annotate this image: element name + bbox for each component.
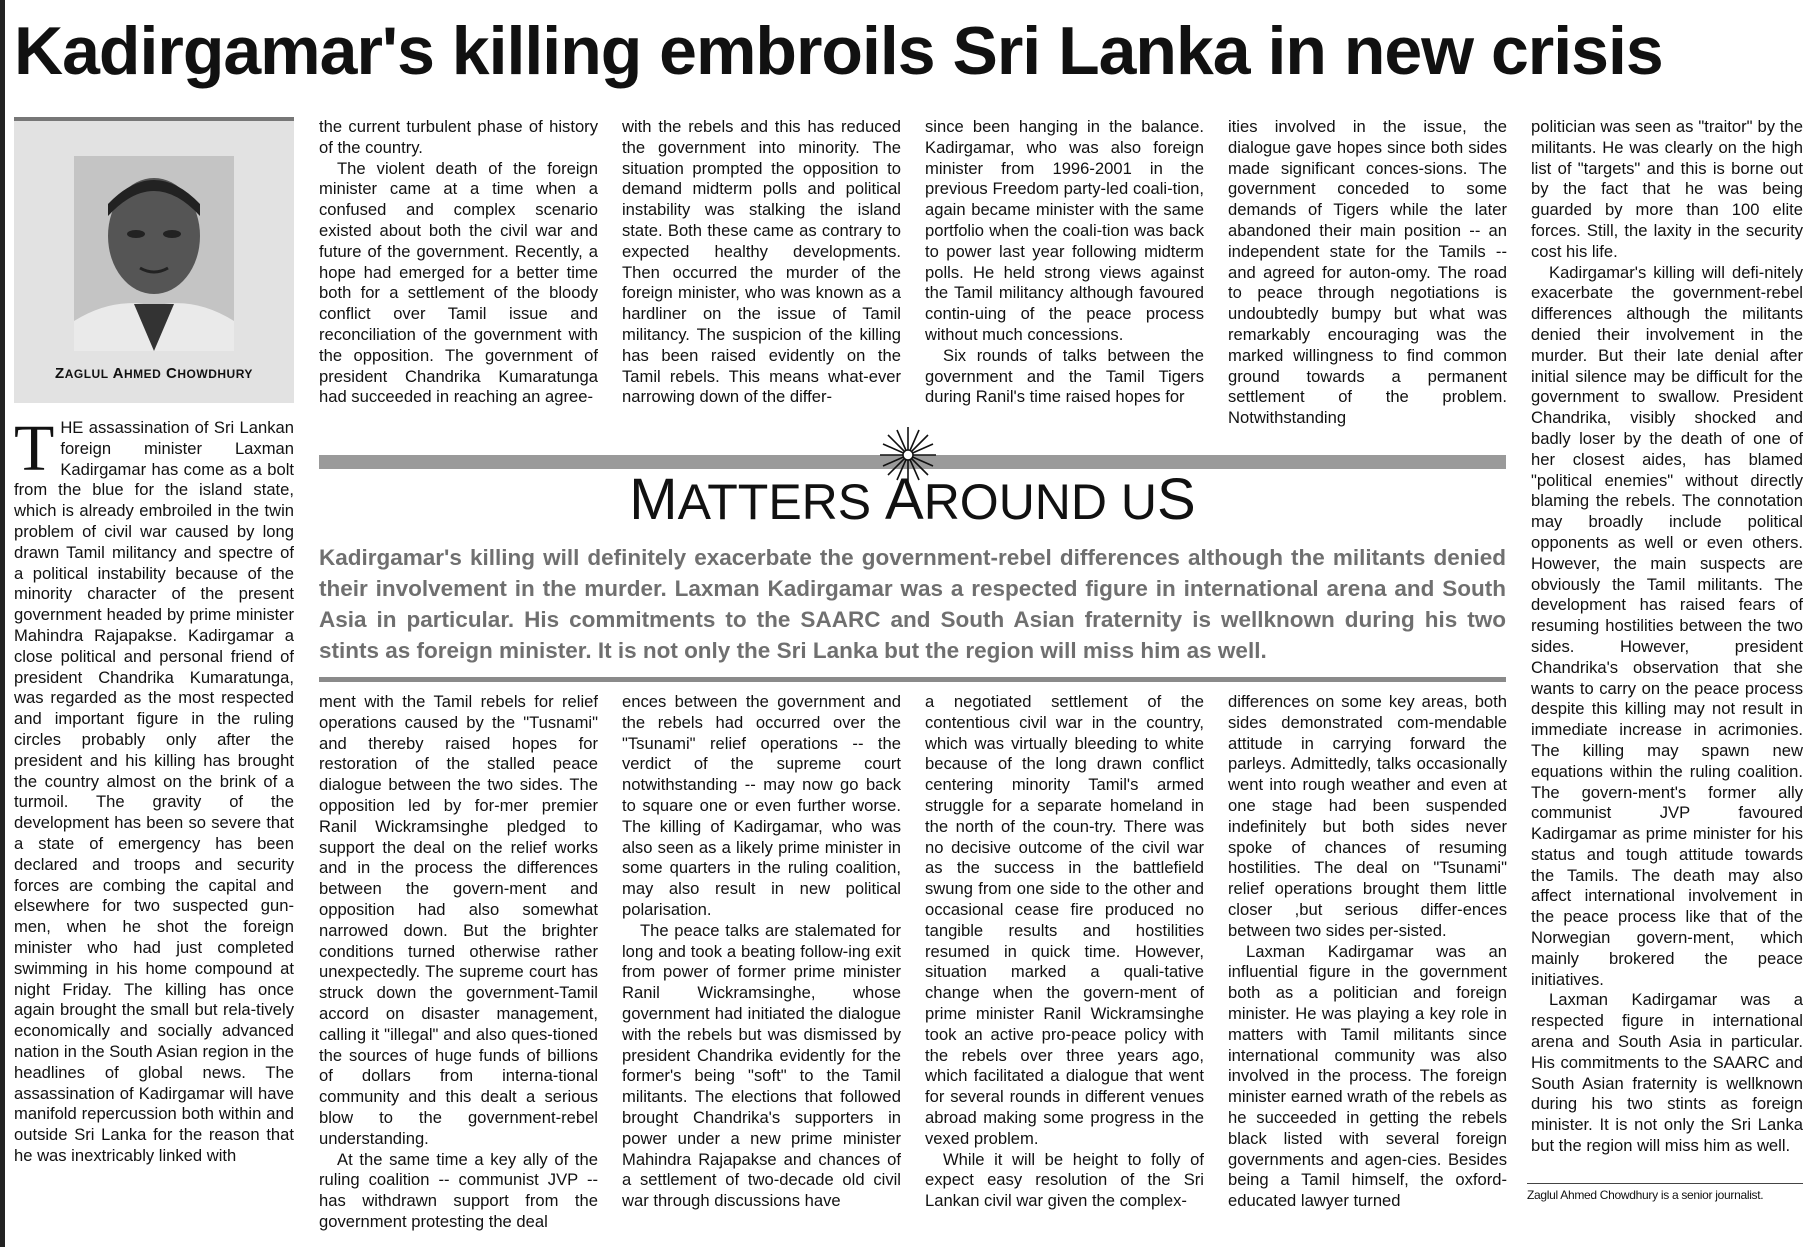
paragraph: ences between the government and the rebels had occurred over the "Tsunami" relief operations -- the verdict of the supreme court notwithstanding -- may now go back to square one or even further worse. The killing of Kadirgamar, who was also seen as a likely prime minister in some quarters in the ruling coalition, may also result in new political polarisation. — [622, 692, 901, 919]
drop-cap: T — [14, 418, 55, 485]
paragraph: The peace talks are stalemated for long and took a beating follow-ing exit from power of former prime minister Ranil Wickramsinghe, whose government had initiated the dialogue with the rebels but was dismissed by president Chandrika evidently for the former's being "soft" to the Tamil militants. The elections that followed brought Chandrika's supporters in power under a new prime minister Mahindra Rajapakse and chances of a settlement of two-decade old civil war through discussions have — [622, 920, 901, 1211]
paragraph: since been hanging in the balance. Kadirgamar, who was also foreign minister from 1996-2001 in the previous Freedom party-led coali-tion, again became minister with the same portfolio when the coali-tion was back to power last year following midterm polls. He held strong views against the Tamil militancy although favoured contin-uing of the peace process without much concessions. — [925, 117, 1204, 344]
column-5-top — [1228, 117, 1507, 427]
column-2-bottom — [319, 692, 598, 1242]
paragraph: politician was seen as "traitor" by the militants. He was clearly on the high list of "targets" and this is borne out by the fact that he was being guarded by more than 100 elite forces. Still, the laxity in the security cost his life. — [1531, 117, 1803, 261]
paragraph: The violent death of the foreign minister came at a time when a confused and complex scenario existed about both the civil war and future of the government. Recently, a hope had emerged for a better time both for a settlement of the bloody conflict over Tamil issue and reconciliation of the government with the opposition. The government of president Chandrika Kumaratunga had succeeded in reaching an agree- — [319, 158, 598, 407]
column-4-bottom — [925, 692, 1204, 1242]
column-4-top — [925, 117, 1204, 427]
author-footnote: Zaglul Ahmed Chowdhury is a senior journalist. — [1527, 1188, 1764, 1202]
paragraph: Kadirgamar's killing will defi-nitely exacerbate the government-rebel differences although the militants denied their involvement in the murder. But their late denial after initial silence may be difficult for the government to swallow. President Chandrika, visibly shocked and badly loser by the death of one of her closest aides, has blamed "political enemies" without directly blaming the rebels. The connotation may broadly include political opponents as well or even others. However, the main suspects are obviously the Tamil militants. The development has raised fears of resuming hostilities between the two sides. However, president Chandrika's observation that she wants to carry on the peace process despite this killing may not result in immediate increase in acrimonies. The killing may spawn new equations within the ruling coalition. The govern-ment's former ally communist JVP favoured Kadirgamar as prime minister for his status and tough attitude towards the Tamils. The death may also affect international involvement in the peace process like that of the Norwegian govern-ment, which mainly brokered the peace initiatives. — [1531, 262, 1803, 989]
paragraph: the current turbulent phase of history of the country. — [319, 117, 598, 157]
paragraph: While it will be height to folly of expect easy resolution of the Sri Lankan civil war given the complex- — [925, 1149, 1204, 1211]
paragraph: with the rebels and this has reduced the government into minority. The situation prompted the opposition to demand midterm polls and political instability was stalking the island state. Both these came as contrary to expected healthy developments. Then occurred the murder of the foreign minister, who was known as a hardliner on the issue of Tamil militancy. The suspicion of the killing has been raised evidently on the Tamil rebels. This means what-ever narrowing down of the differ- — [622, 117, 901, 407]
pull-quote: Kadirgamar's killing will definitely exacerbate the government-rebel differences although the militants denied their involvement in the murder. Laxman Kadirgamar was a respected figure in international arena and South Asia in particular. His commitments to the SAARC and South Asian fraternity is wellknown during his two stints as foreign minister. It is not only the Sri Lanka but the region will miss him as well. — [319, 545, 1506, 663]
column-5-bottom — [1228, 692, 1507, 1242]
paragraph: Laxman Kadirgamar was a respected figure in international arena and South Asia in particular. His commitments to the SAARC and South Asian fraternity is wellknown during his two stints as foreign minister. It is not only the Sri Lanka but the region will miss him as well. — [1531, 990, 1803, 1156]
column-6 — [1531, 117, 1803, 1179]
author-byline: ZAGLUL AHMED CHOWDHURY — [55, 365, 253, 382]
paragraph: Six rounds of talks between the government and the Tamil Tigers during Ranil's time raised hopes for — [925, 345, 1204, 407]
section-title: MATTERS AROUND US — [629, 467, 1196, 532]
column-3-bottom — [622, 692, 901, 1242]
author-photo-box — [14, 117, 294, 403]
paragraph: ment with the Tamil rebels for relief operations caused by the "Tusnami" and thereby raised hopes for restoration of the stalled peace dialogue between the two sides. The opposition led by for-mer premier Ranil Wickramsinghe pledged to support the deal on the relief works and in the process the differences between the govern-ment and opposition had also somewhat narrowed down. But the brighter conditions turned otherwise rather unexpectedly. The supreme court has struck down the government-Tamil accord on disaster management, calling it "illegal" and also ques-tioned the sources of huge funds of billions of dollars from interna-tional community and this dealt a serious blow to the government-rebel understanding. — [319, 692, 598, 1148]
paragraph: a negotiated settlement of the contentious civil war in the country, which was virtually bleeding to white because of the long drawn conflict centering minority Tamil's armed struggle for a separate homeland in the north of the coun-try. There was no decisive outcome of the civil war as the success in the battlefield swung from one side to the other and occasional cease fire produced no tangible results and hostilities resumed in quick time. However, situation marked a quali-tative change when the govern-ment of prime minister Ranil Wickramsinghe took an active pro-peace policy with the rebels over three years ago, which facilitated a dialogue that went for several rounds in different venues abroad making some progress in the vexed problem. — [925, 692, 1204, 1148]
paragraph: ities involved in the issue, the dialogue gave hopes since both sides made significant conces-sions. The government conceded to some demands of Tigers while the later abandoned their main position -- an independent state for the Tamils -- and agreed for auton-omy. The road to peace through negotiations is undoubtedly bumpy but what was remarkably encouraging was the marked willingness to find common ground towards a permanent settlement of the problem. Notwithstanding — [1228, 117, 1507, 427]
column-3-top — [622, 117, 901, 427]
author-photo — [74, 156, 234, 351]
column-1-text: HE assassination of Sri Lankan foreign minister Laxman Kadirgamar has come as a bolt from the blue for the island state, which is already embroiled in the twin problem of civil war caused by long drawn Tamil militancy and spectre of a political instability because of the minority character of the present government headed by prime minister Mahindra Rajapakse. Kadirgamar a close political and personal friend of president Chandrika Kumaratunga, was regarded as the most respected and important figure in the ruling circles probably only after the president and his killing has brought the country almost on the brink of a turmoil. The gravity of the development has been so severe that a state of emergency has been declared and troops and security forces are combing the capital and elsewhere for two suspected gun-men, when he shot the foreign minister who had just completed swimming in his home compound at night Friday. The killing has once again brought the small but rela-tively economically and socially advanced nation in the South Asian region in the headlines of global news. The assassination of Kadirgamar will have manifold repercussion both within and outside Sri Lanka for the reason that he was inextricably linked with — [14, 418, 294, 1165]
headline: Kadirgamar's killing embroils Sri Lanka in new crisis — [14, 13, 1663, 89]
column-1 — [14, 418, 294, 1238]
author-portrait-image — [74, 156, 234, 351]
left-margin-rule — [0, 0, 5, 1247]
paragraph: Laxman Kadirgamar was an influential figure in the government both as a politician and foreign minister. He was playing a key role in matters with Tamil militants since international community was also involved in the process. The foreign minister earned wrath of the rebels as he succeeded in getting the rebels black listed with several foreign governments and agen-cies. Besides being a Tamil himself, the oxford-educated lawyer turned — [1228, 941, 1507, 1211]
paragraph: At the same time a key ally of the ruling coalition -- communist JVP -- has withdrawn support from the government protesting the deal — [319, 1149, 598, 1231]
footnote-rule — [1527, 1183, 1803, 1184]
paragraph: differences on some key areas, both sides demonstrated com-mendable attitude in carrying forward the parleys. Admittedly, talks occasionally went into rough weather and even at one stage had been suspended indefinitely but both sides never spoke of chances of resuming hostilities. The deal on "Tsunami" relief operations brought them little closer ,but serious differ-ences between two sides per-sisted. — [1228, 692, 1507, 940]
column-2-top — [319, 117, 598, 427]
section-banner-rule — [319, 677, 1506, 682]
